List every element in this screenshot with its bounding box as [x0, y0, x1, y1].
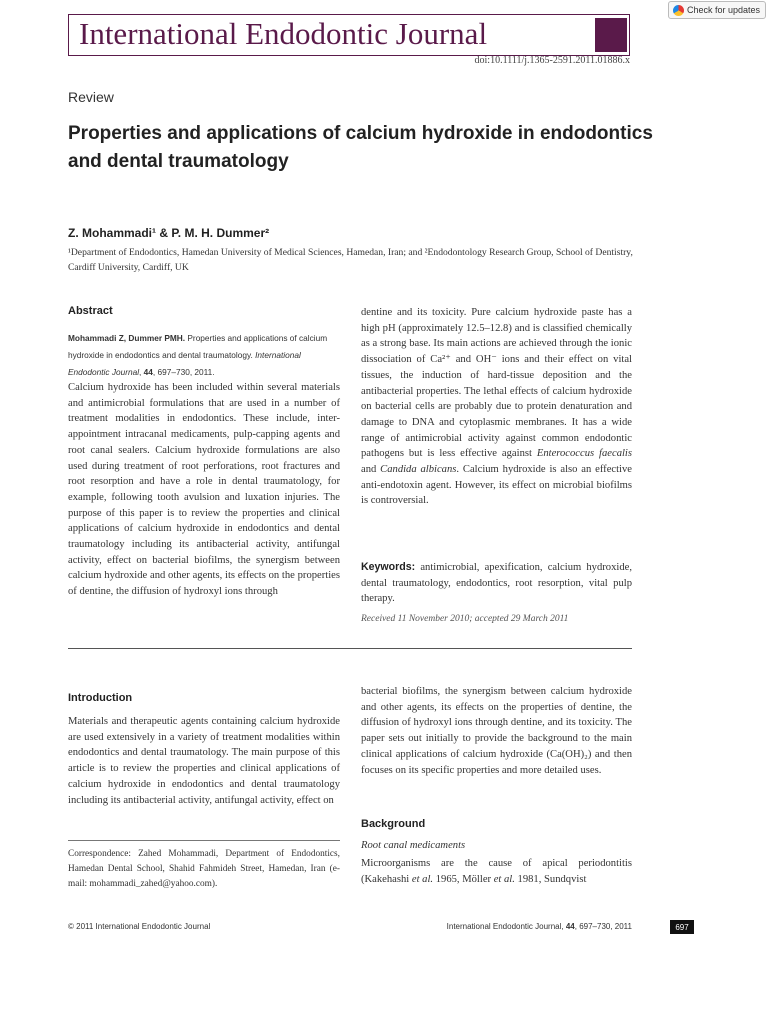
citation: Mohammadi Z, Dummer PMH. Properties and applications of calcium hydroxide in endodontics and dental traumatology. International Endodontic Journal, 44, 697–730, 2011. — [68, 333, 328, 377]
crossmark-icon — [673, 5, 684, 16]
background-paragraph: Microorganisms are the cause of apical periodontitis (Kakehashi et al. 1965, Möller et al. 1981, Sundqvist — [361, 858, 632, 885]
section-divider — [68, 648, 632, 649]
background-subheading: Root canal medicaments — [361, 840, 466, 851]
abstract-body-left — [68, 380, 340, 600]
article-title: Properties and applications of calcium hydroxide in endodontics and dental traumatology — [68, 123, 653, 172]
background-heading: Background — [361, 818, 426, 830]
abstract-body-right — [361, 305, 632, 509]
correspondence-note: Correspondence: Zahed Mohammadi, Department of Endodontics, Hamedan Dental School, Shahid Fahmideh Street, Hamedan, Iran (e-mail: mohammadi_zahed@yahoo.com). — [68, 849, 340, 889]
citation-journal: International Endodontic Journal — [68, 350, 301, 377]
introduction-paragraph: Materials and therapeutic agents containing calcium hydroxide are used extensively in a variety of treatment modalities within endodontics and dental traumatology. The main purpose of this article is to review the properties and clinical applications of calcium hydroxide in endodontics and dental traumatology including its antibacterial activity, antifungal activity, effect on — [68, 716, 340, 806]
citation-pages: , 697–730, 2011. — [152, 367, 215, 377]
abstract-paragraph-continued: dentine and its toxicity. Pure calcium hydroxide paste has a high pH (approximately 12.5–12.8) and is classified chemically as a strong base. Its main actions are achieved through the ionic dissociation of Ca²⁺ and OH⁻ ions and their effect on vital tissues, the induction of hard-tissue deposition and the antibacterial properties. The lethal effects of calcium hydroxide on bacterial cells are probably due to protein denaturation and damage to DNA and cytoplasmic membranes. It has a wide range of antimicrobial activity against common endodontic pathogens but is less effective against Enterococcus faecalis and Candida albicans. Calcium hydroxide is also an effective anti-endotoxin agent. However, its effect on microbial biofilms is controversial. — [361, 307, 632, 507]
keywords — [361, 560, 632, 607]
page-number: 697 — [670, 920, 694, 934]
keywords-label: Keywords: — [361, 561, 416, 573]
doi[interactable]: doi:10.1111/j.1365-2591.2011.01886.x — [474, 55, 630, 66]
footnote-rule — [68, 840, 340, 841]
journal-title: International Endodontic Journal — [79, 16, 488, 51]
citation-volume: 44 — [143, 367, 153, 377]
journal-masthead — [68, 14, 630, 56]
abstract-heading: Abstract — [68, 305, 113, 317]
received-dates: Received 11 November 2010; accepted 29 March 2011 — [361, 614, 569, 624]
citation-title: Properties and applications of calcium hydroxide in endodontics and dental traumatology. — [68, 333, 328, 360]
footer-copyright: © 2011 International Endodontic Journal — [68, 922, 211, 931]
abstract-paragraph: Calcium hydroxide has been included within several materials and antimicrobial formulations that are used in a number of treatment modalities in endodontics. These include, inter-appointment intracanal medicaments, pulp-capping agents and root canal sealers. Calcium hydroxide formulations are also used during treatment of root perforations, root fractures and root resorption and have a role in dental traumatology, for example, following tooth avulsion and luxation injuries. The purpose of this paper is to review the properties and clinical applications of calcium hydroxide in endodontics and dental traumatology including its antibacterial activity, antifungal activity, effect on bacterial biofilms, the synergism between calcium hydroxide and other agents, its effects on the properties of dentine, the diffusion of hydroxyl ions through — [68, 382, 340, 598]
journal-logo-block — [595, 18, 627, 52]
introduction-body-right — [361, 684, 632, 778]
authors: Z. Mohammadi¹ & P. M. H. Dummer² — [68, 226, 270, 240]
citation-authors: Mohammadi Z, Dummer PMH. — [68, 333, 186, 343]
footer-journal-reference: International Endodontic Journal, 44, 697–730, 2011 — [446, 922, 632, 931]
background-body — [361, 856, 632, 887]
section-label: Review — [68, 89, 114, 105]
check-for-updates-button[interactable] — [668, 1, 766, 19]
keywords-list: antimicrobial, apexification, calcium hydroxide, dental traumatology, endodontics, root resorption, vital pulp therapy. — [361, 562, 632, 605]
affiliations: ¹Department of Endodontics, Hamedan University of Medical Sciences, Hamedan, Iran; and ²Endodontology Research Group, School of Dentistry, Cardiff University, Cardiff, UK — [68, 247, 633, 273]
introduction-body-left — [68, 714, 340, 808]
check-for-updates-label: Check for updates — [687, 5, 761, 15]
introduction-paragraph-continued: bacterial biofilms, the synergism between calcium hydroxide and other agents, its effects on the properties of dentine, the diffusion of hydroxyl ions through dentine, and its toxicity. The paper sets out initially to provide the background to the main clinical applications of calcium hydroxide (Ca(OH)₂) and then focuses on its specific properties and more detailed uses. — [361, 686, 632, 776]
introduction-heading: Introduction — [68, 692, 133, 704]
